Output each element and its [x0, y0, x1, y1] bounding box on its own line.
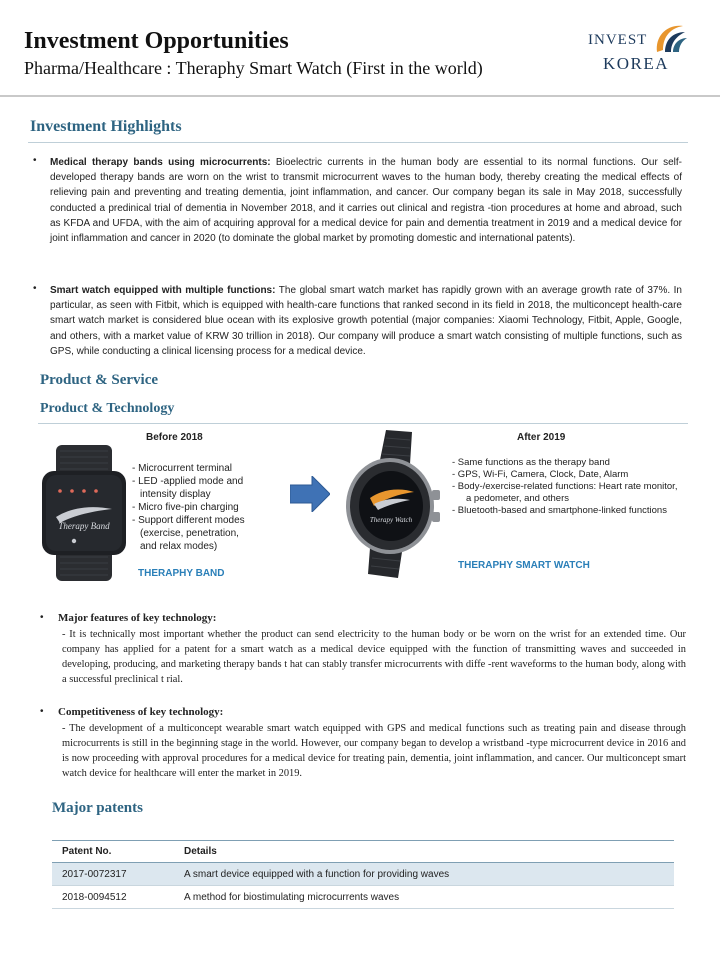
- patent-details-cell: A method for biostimulating microcurrents waves: [174, 886, 674, 909]
- section-divider: [38, 423, 688, 424]
- watch-feature-item: - GPS, Wi-Fi, Camera, Clock, Date, Alarm: [452, 469, 629, 480]
- highlight-lead: Medical therapy bands using microcurrents:: [50, 157, 271, 168]
- major-features-heading: Major features of key technology:: [58, 612, 217, 624]
- right-arrow-icon: [290, 476, 330, 512]
- bullet-icon: •: [40, 706, 44, 717]
- patent-number-cell: 2018-0094512: [52, 886, 174, 909]
- smart-watch-image: [340, 430, 444, 578]
- column-header-details: Details: [174, 841, 674, 863]
- band-feature-item: - Micro five-pin charging: [132, 502, 239, 513]
- bullet-icon: •: [33, 155, 37, 166]
- band-feature-item: intensity display: [140, 489, 211, 500]
- smart-watch-name: THERAPHY SMART WATCH: [458, 560, 590, 571]
- watch-feature-item: - Bluetooth-based and smartphone-linked functions: [452, 505, 667, 516]
- page-title: Investment Opportunities: [24, 28, 289, 54]
- therapy-band-name: THERAPHY BAND: [138, 568, 225, 579]
- watch-feature-item: - Same functions as the therapy band: [452, 457, 610, 468]
- invest-korea-logo: [585, 22, 695, 78]
- logo-word-korea: KOREA: [603, 54, 670, 73]
- highlight-lead: Smart watch equipped with multiple functions:: [50, 285, 276, 296]
- patent-details-cell: A smart device equipped with a function for providing waves: [174, 863, 674, 886]
- highlight-text: The global smart watch market has rapidly grown with an average growth rate of 37%. In particular, as seen with Fitbit, which is equipped with health-care functions that ranked second in its field in 2018, the multiconcept health-care smart watch market is considered blue ocean with its explosive growth potential (major companies: Xiaomi Technology, Fitbit, Apple, Google, and others, with a market value of KRW 30 trillion in 2018). Our company will produce a smart watch consisting of multiple functions, such as GPS, while conducting a clinical licensing process for a medical device.: [50, 285, 682, 357]
- major-patents-heading: Major patents: [52, 800, 143, 816]
- major-features-text: - It is technically most important whether the product can send electricity to the human body or be worn on the wrist for an extended time. Our company has applied for a patent for a smart watch as a medical device equipped with the function of transmitting waves and succeeded in developing, producing, and marketing therapy bands t hat can stably transfer microcurrents with diffe -rent waveforms to the human body, along with a successful preclinical t rial.: [62, 629, 686, 686]
- competitiveness-heading: Competitiveness of key technology:: [58, 706, 224, 718]
- watch-brand-text: Therapy Watch: [369, 516, 413, 524]
- table-header-row: [52, 841, 674, 863]
- highlight-paragraph-smart-watch: [50, 283, 682, 359]
- investment-highlights-heading: Investment Highlights: [30, 118, 182, 135]
- highlight-paragraph-therapy-bands: [50, 155, 682, 246]
- bullet-icon: •: [33, 283, 37, 294]
- patent-number-cell: 2017-0072317: [52, 863, 174, 886]
- product-service-heading: Product & Service: [40, 372, 159, 388]
- table-row: [52, 886, 674, 909]
- highlight-text: Bioelectric currents in the human body are essential to its normal functions. Our self-developed therapy bands are worn on the wrist to transmit microcurrent waves to the human body, thereby creating the medical effects of relieving pain and preventing and treating dementia, joint inflammation, and cancer. Our company began its sale in May 2018, successfully conducted a predinical trial of dementia in November 2018, and it carries out clinical and registra -tion procedures at home and abroad, such as KFDA and UFDA, with the aim of acquiring approval for a medical device for pain and dementia treatment in 2019 and a medical device for joint inflammation and cancer in 2020 (to dominate the global market by promoting domestic and international patents).: [50, 157, 682, 245]
- after-2019-label: After 2019: [517, 432, 566, 443]
- band-brand-text: Therapy Band: [58, 521, 110, 531]
- product-technology-heading: Product & Technology: [40, 401, 175, 416]
- band-feature-item: - Support different modes: [132, 515, 245, 526]
- watch-feature-list: [452, 457, 682, 517]
- section-divider: [28, 142, 688, 143]
- column-header-patent-no: Patent No.: [52, 841, 174, 863]
- bullet-icon: •: [40, 612, 44, 623]
- band-feature-item: - Microcurrent terminal: [132, 463, 233, 474]
- table-row: [52, 863, 674, 886]
- page-subtitle: Pharma/Healthcare : Theraphy Smart Watch (First in the world): [24, 58, 483, 78]
- patents-table: [52, 840, 674, 909]
- logo-swirl-icon: [649, 22, 689, 56]
- band-feature-item: (exercise, penetration,: [140, 528, 239, 539]
- therapy-band-image: [38, 445, 128, 581]
- watch-feature-item: - Body-/exercise-related functions: Heart rate monitor, a pedometer, and others: [452, 481, 678, 504]
- competitiveness-text: - The development of a multiconcept wearable smart watch equipped with GPS and medical functions such as treating pain and disease through microcurrents is still in the beginning stage in the world. However, our company began to develop a wristband -type microcurrent device in 2016 and is now proceeding with approval procedures for a medical device for treating pain, dementia, joint inflammation, and cancer. Our multiconcept smart watch device for healthcare will enter the market in 2019.: [62, 723, 686, 780]
- band-feature-item: and relax modes): [140, 541, 218, 552]
- band-feature-list: [132, 462, 272, 553]
- before-2018-label: Before 2018: [146, 432, 203, 443]
- band-feature-item: - LED -applied mode and: [132, 476, 244, 487]
- header-divider: [0, 95, 720, 97]
- logo-word-invest: INVEST: [588, 32, 648, 48]
